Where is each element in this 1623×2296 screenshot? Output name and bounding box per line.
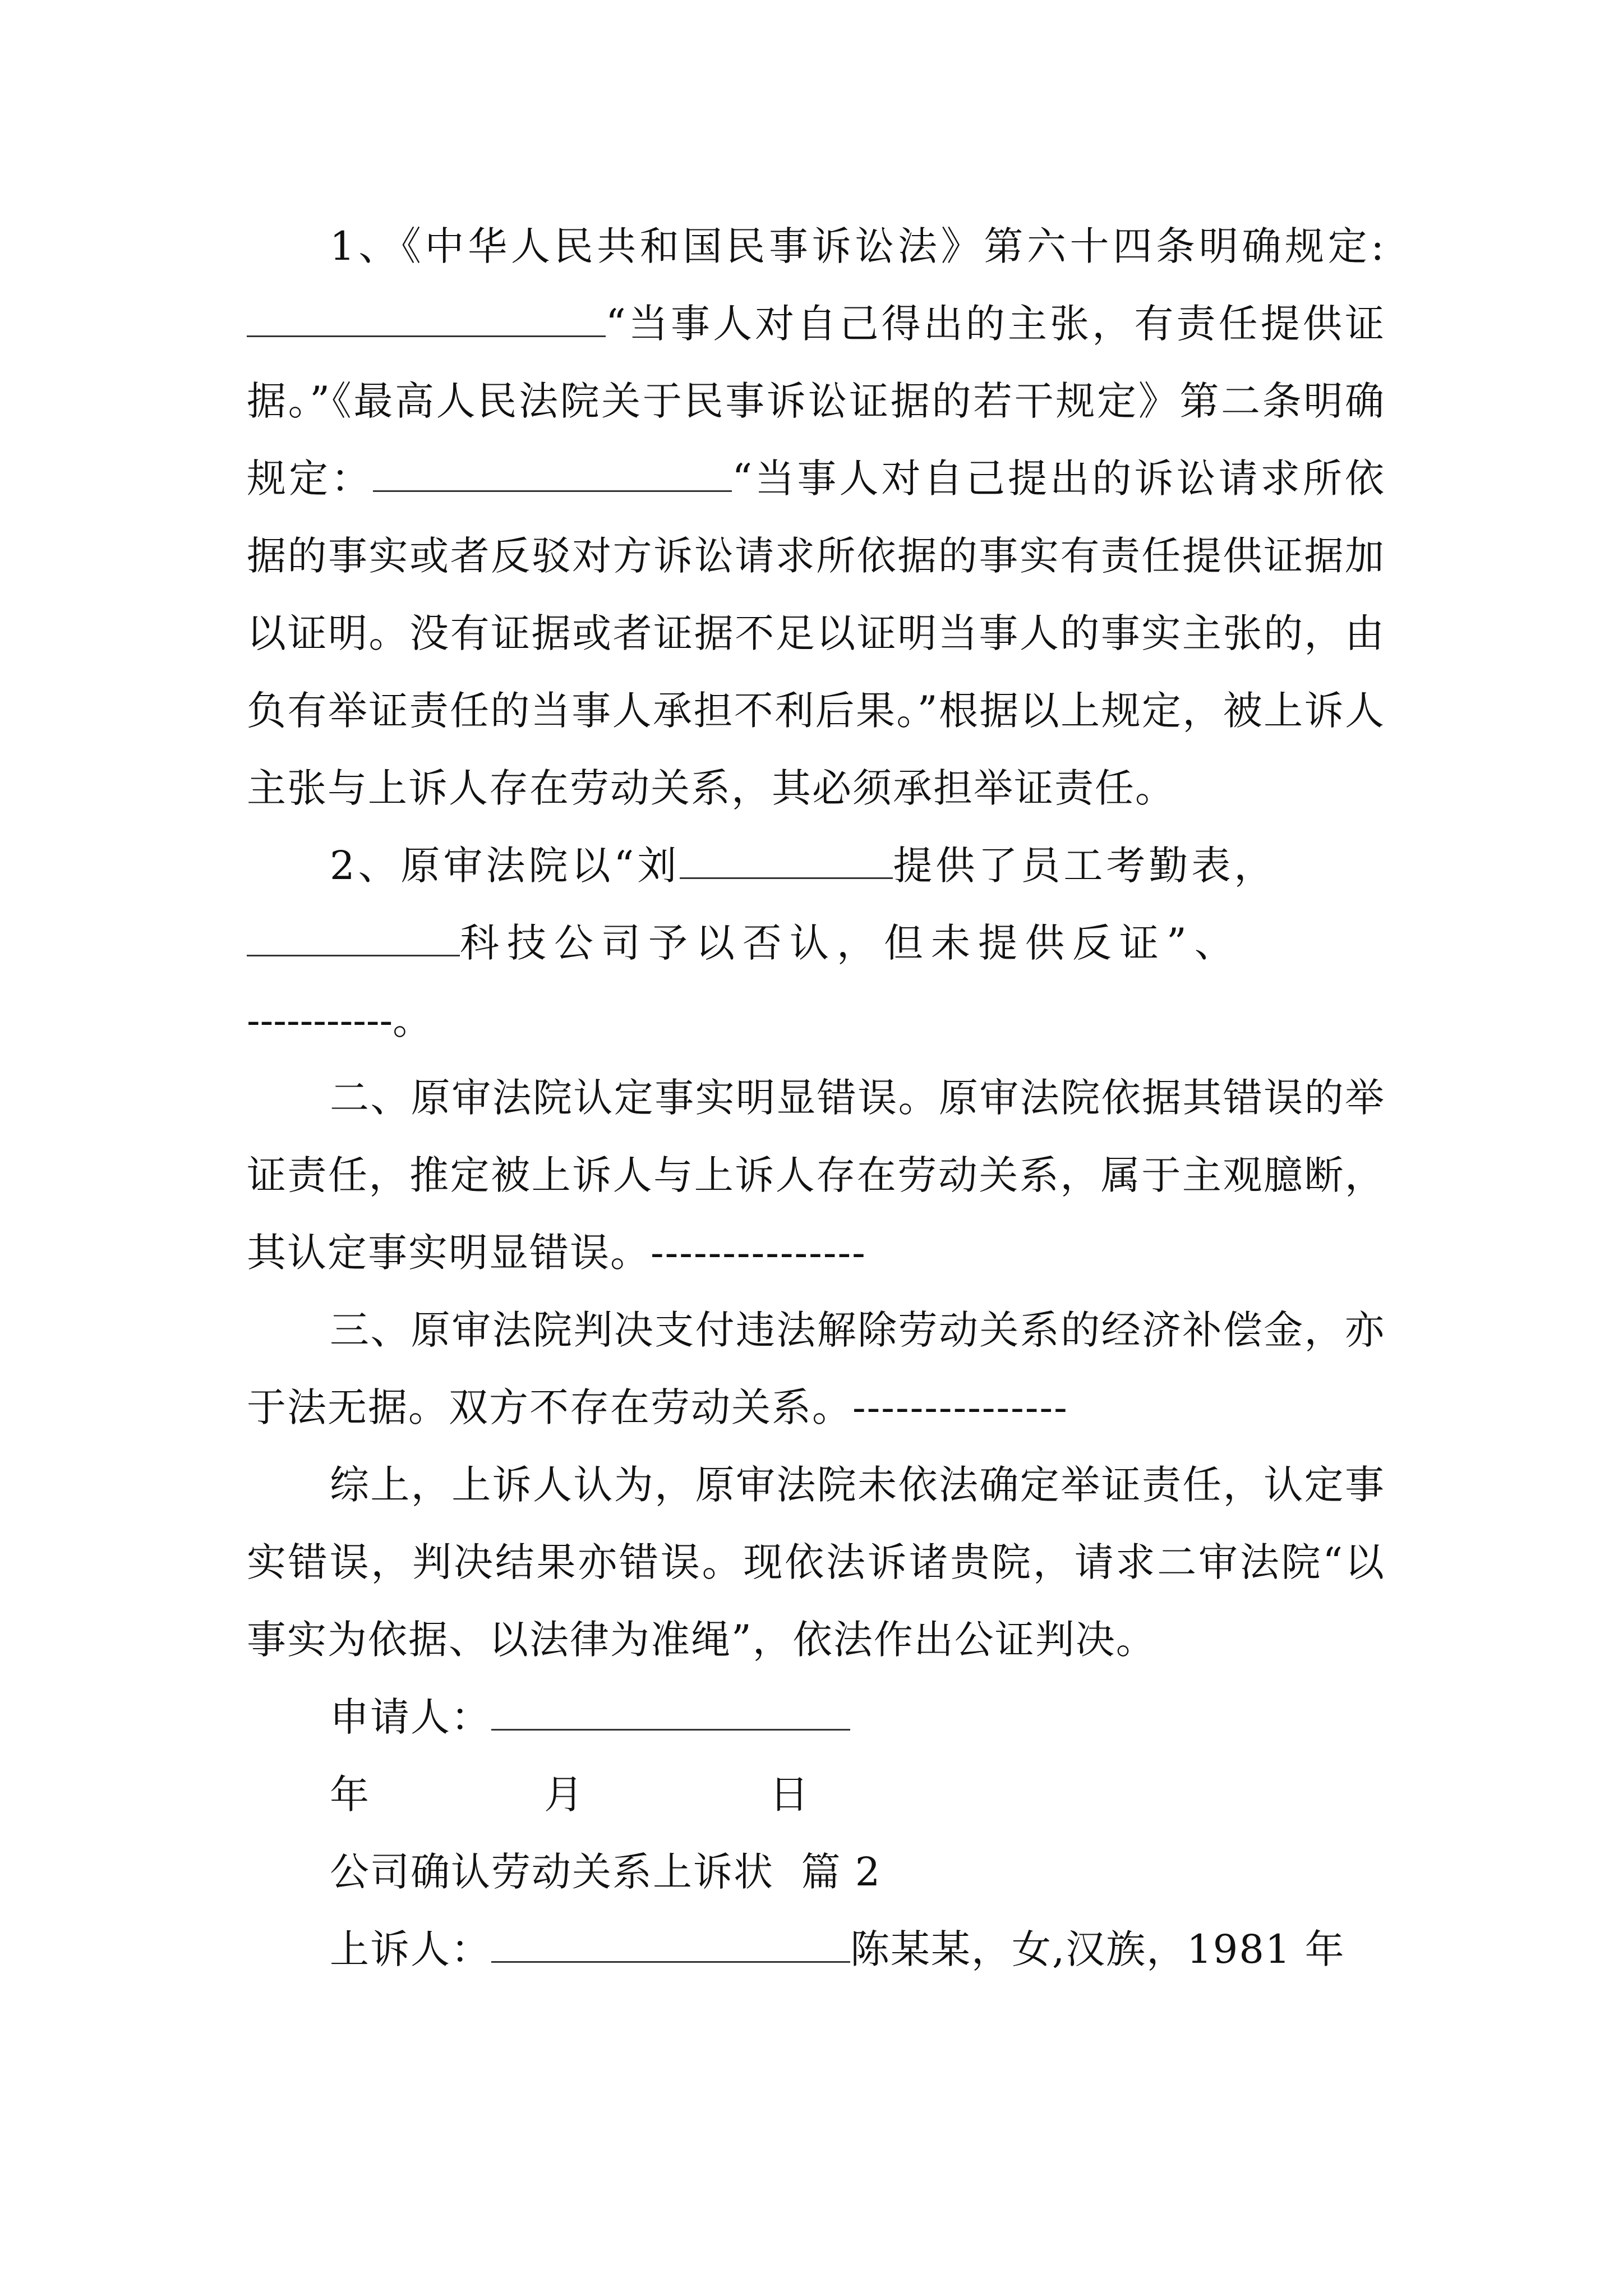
date-month: 月 <box>544 1772 584 1818</box>
paragraph-text: -----------。 <box>247 997 432 1043</box>
paragraph-fact-error <box>247 1059 1385 1291</box>
paragraph-evidence-rules <box>247 208 1385 827</box>
date-day: 日 <box>769 1772 810 1818</box>
paragraph-text: 提供了员工考勤表， <box>893 843 1277 889</box>
paragraph-text: “当事人对自己得出的主张，有责任提供证据。”《最高人民法院关于民事诉讼证据的若干规定》第二条明确规定： <box>247 301 1385 501</box>
paragraph-compensation <box>247 1291 1385 1446</box>
section-title <box>247 1833 1385 1911</box>
applicant-line <box>247 1678 1385 1756</box>
appellant-blank <box>491 1925 850 1963</box>
appellant-text: 陈某某，女,汉族，1981 年 <box>850 1926 1345 1972</box>
paragraph-text: 科技公司予以否认，但未提供反证”、 <box>460 920 1242 966</box>
applicant-label: 申请人： <box>330 1694 491 1740</box>
section-title-text: 公司确认劳动关系上诉状 篇 2 <box>330 1849 882 1895</box>
blank-field <box>373 454 732 492</box>
paragraph-text: 2、原审法院以“刘 <box>330 843 680 889</box>
paragraph-text: 综上，上诉人认为，原审法院未依法确定举证责任，认定事实错误，判决结果亦错误。现依法诉诸贵院，请求二审法院“以事实为依据、以法律为准绳”，依法作出公证判决。 <box>247 1462 1385 1663</box>
date-line <box>247 1756 1385 1833</box>
paragraph-text: 三、原审法院判决支付违法解除劳动关系的经济补偿金，亦于法无据。双方不存在劳动关系。--------------- <box>247 1307 1385 1430</box>
paragraph-text: 二、原审法院认定事实明显错误。原审法院依据其错误的举证责任，推定被上诉人与上诉人存在劳动关系，属于主观臆断，其认定事实明显错误。--------------- <box>247 1075 1385 1276</box>
appellant-label: 上诉人： <box>330 1926 491 1972</box>
paragraph-text: 1、《中华人民共和国民事诉讼法》第六十四条明确规定: <box>330 223 1385 269</box>
applicant-blank <box>491 1693 850 1731</box>
document-body <box>247 208 1385 1988</box>
paragraph-conclusion <box>247 1446 1385 1678</box>
date-year: 年 <box>330 1772 370 1818</box>
paragraph-lower-court-basis <box>247 827 1385 1059</box>
blank-field <box>680 841 893 879</box>
appellant-line <box>247 1911 1385 1988</box>
paragraph-text: “当事人对自己提出的诉讼请求所依据的事实或者反驳对方诉讼请求所依据的事实有责任提供证据加以证明。没有证据或者证据不足以证明当事人的事实主张的，由负有举证责任的当事人承担不利后果。”根据以上规定，被上诉人主张与上诉人存在劳动关系，其必须承担举证责任。 <box>247 455 1385 811</box>
blank-field <box>247 919 460 956</box>
blank-field <box>247 300 606 337</box>
